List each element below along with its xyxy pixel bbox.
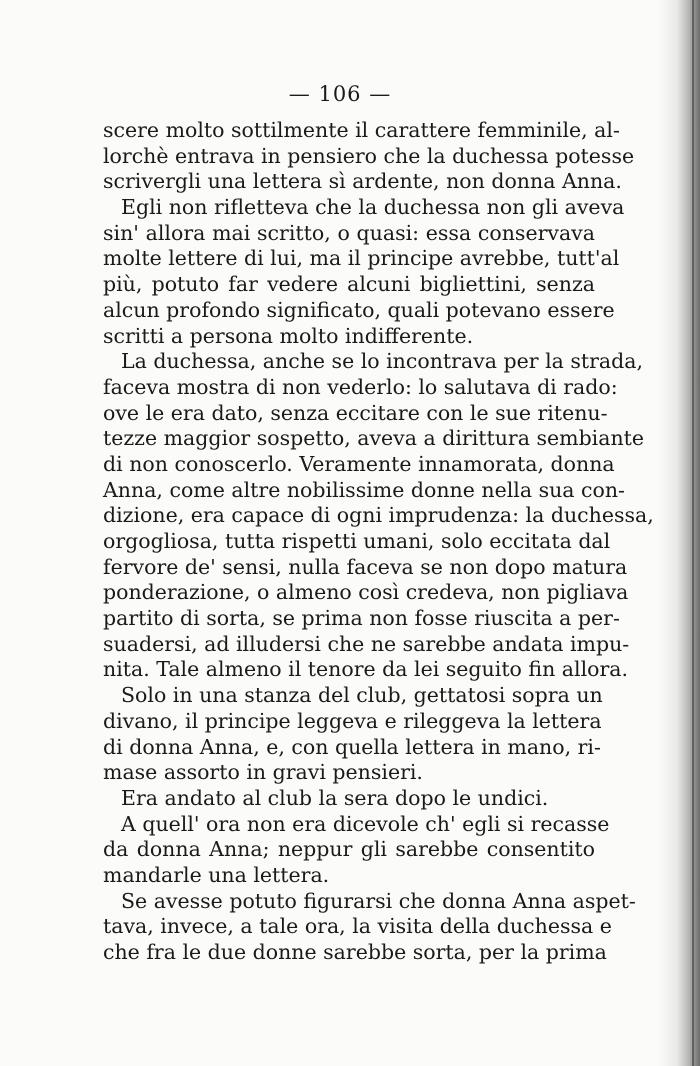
text-line: faceva mostra di non vederlo: lo salutava di rado: <box>103 374 618 399</box>
text-line: di non conoscerlo. Veramente innamorata, donna <box>103 451 615 476</box>
text-line: A quell' ora non era dicevole ch' egli si recasse <box>121 811 610 836</box>
text-line: ove le era dato, senza eccitare con le sue ritenu- <box>103 400 608 425</box>
text-line: mandarle una lettera. <box>103 862 330 887</box>
text-line: suadersi, ad illudersi che ne sarebbe andata impu- <box>103 631 630 656</box>
text-line: orgogliosa, tutta rispetti umani, solo eccitata dal <box>103 529 611 553</box>
text-line: da donna Anna; neppur gli sarebbe consentito <box>103 837 595 862</box>
text-line: Anna, come altre nobilissime donne nella sua con- <box>103 477 625 502</box>
text-line: Era andato al club la sera dopo le undici. <box>121 785 549 810</box>
text-line: scere molto sottilmente il carattere femminile, al- <box>103 118 620 142</box>
text-line: Egli non rifletteva che la duchessa non gli aveva <box>121 195 625 220</box>
text-line: scrivergli una lettera sì ardente, non donna Anna. <box>103 169 622 194</box>
page-edge <box>692 0 694 1066</box>
text-line: alcun profondo significato, quali potevano essere <box>103 297 615 322</box>
text-line: nita. Tale almeno il tenore da lei seguito fin allora. <box>103 657 629 682</box>
text-line: scritti a persona molto indifferente. <box>103 323 474 348</box>
text-line: lorchè entrava in pensiero che la duchessa potesse <box>103 143 635 168</box>
body-text <box>103 118 654 966</box>
text-line: Solo in una stanza del club, gettatosi sopra un <box>121 683 603 708</box>
text-line: divano, il principe leggeva e rileggeva la lettera <box>103 708 602 733</box>
text-line: ponderazione, o almeno così credeva, non pigliava <box>103 580 629 605</box>
text-line: Se avesse potuto figurarsi che donna Anna aspet- <box>121 888 636 913</box>
text-line: fervore de' sensi, nulla faceva se non dopo matura <box>103 554 628 579</box>
text-line: che fra le due donne sarebbe sorta, per la prima <box>103 940 607 964</box>
page-number: — 106 — <box>288 82 392 106</box>
text-line: di donna Anna, e, con quella lettera in mano, ri- <box>103 734 601 759</box>
text-line: tezze maggior sospetto, aveva a dirittura sembiante <box>103 426 645 451</box>
text-line: partito di sorta, se prima non fosse riuscita a per- <box>103 606 620 631</box>
text-line: sin' allora mai scritto, o quasi: essa conservava <box>103 220 595 245</box>
text-line: La duchessa, anche se lo incontrava per la strada, <box>121 349 643 374</box>
text-line: mase assorto in gravi pensieri. <box>103 760 423 785</box>
text-line: molte lettere di lui, ma il principe avrebbe, tutt'al <box>103 246 620 271</box>
text-line: dizione, era capace di ogni imprudenza: la duchessa, <box>103 503 654 528</box>
text-line: più, potuto far vedere alcuni bigliettini, senza <box>103 272 595 297</box>
text-line: tava, invece, a tale ora, la visita della duchessa e <box>103 914 612 939</box>
